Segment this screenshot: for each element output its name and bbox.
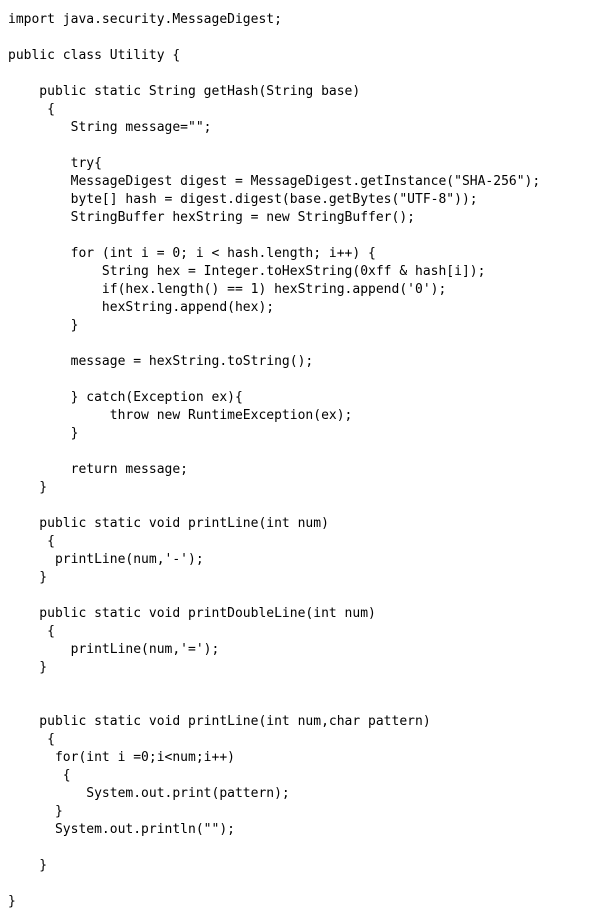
code-line: } (8, 858, 48, 873)
code-line (8, 677, 540, 695)
code-line: byte[] hash = digest.digest(base.getBytes("UTF-8")); (8, 192, 478, 207)
code-line: if(hex.length() == 1) hexString.append('0'); (8, 282, 447, 297)
code-line: System.out.print(pattern); (8, 786, 290, 801)
code-line (8, 695, 540, 713)
code-line: } (8, 570, 48, 585)
code-line: MessageDigest digest = MessageDigest.getInstance("SHA-256"); (8, 174, 541, 189)
code-line: { (8, 102, 55, 117)
code-line (8, 29, 540, 47)
code-line (8, 65, 540, 83)
code-line: public static void printLine(int num) (8, 516, 329, 531)
code-line: public class Utility { (8, 48, 181, 63)
code-line: for (int i = 0; i < hash.length; i++) { (8, 246, 376, 261)
code-line (8, 497, 540, 515)
code-line: } (8, 426, 79, 441)
code-line: } (8, 804, 63, 819)
code-line: } (8, 480, 48, 495)
code-line: printLine(num,'='); (8, 642, 220, 657)
code-line: public static void printLine(int num,char pattern) (8, 714, 431, 729)
code-line: public static String getHash(String base) (8, 84, 361, 99)
code-line: for(int i =0;i<num;i++) (8, 750, 235, 765)
code-line (8, 137, 540, 155)
code-line: StringBuffer hexString = new StringBuffer(); (8, 210, 415, 225)
code-line: { (8, 534, 55, 549)
code-line: System.out.println(""); (8, 822, 235, 837)
code-line: printLine(num,'-'); (8, 552, 204, 567)
code-listing (8, 11, 540, 911)
code-line: } catch(Exception ex){ (8, 390, 243, 405)
code-line (8, 587, 540, 605)
code-line: String message=""; (8, 120, 212, 135)
code-line: } (8, 660, 48, 675)
code-line: message = hexString.toString(); (8, 354, 314, 369)
code-line (8, 875, 540, 893)
code-line (8, 839, 540, 857)
code-line (8, 371, 540, 389)
code-line (8, 443, 540, 461)
code-line (8, 335, 540, 353)
code-line: public static void printDoubleLine(int num) (8, 606, 376, 621)
code-line: import java.security.MessageDigest; (8, 12, 282, 27)
code-line: try{ (8, 156, 102, 171)
code-line: { (8, 732, 55, 747)
code-line: String hex = Integer.toHexString(0xff & hash[i]); (8, 264, 486, 279)
code-line: { (8, 768, 71, 783)
code-line (8, 227, 540, 245)
code-line: return message; (8, 462, 189, 477)
code-line: } (8, 318, 79, 333)
code-line: { (8, 624, 55, 639)
code-line: hexString.append(hex); (8, 300, 275, 315)
code-line: throw new RuntimeException(ex); (8, 408, 353, 423)
code-line: } (8, 894, 16, 909)
